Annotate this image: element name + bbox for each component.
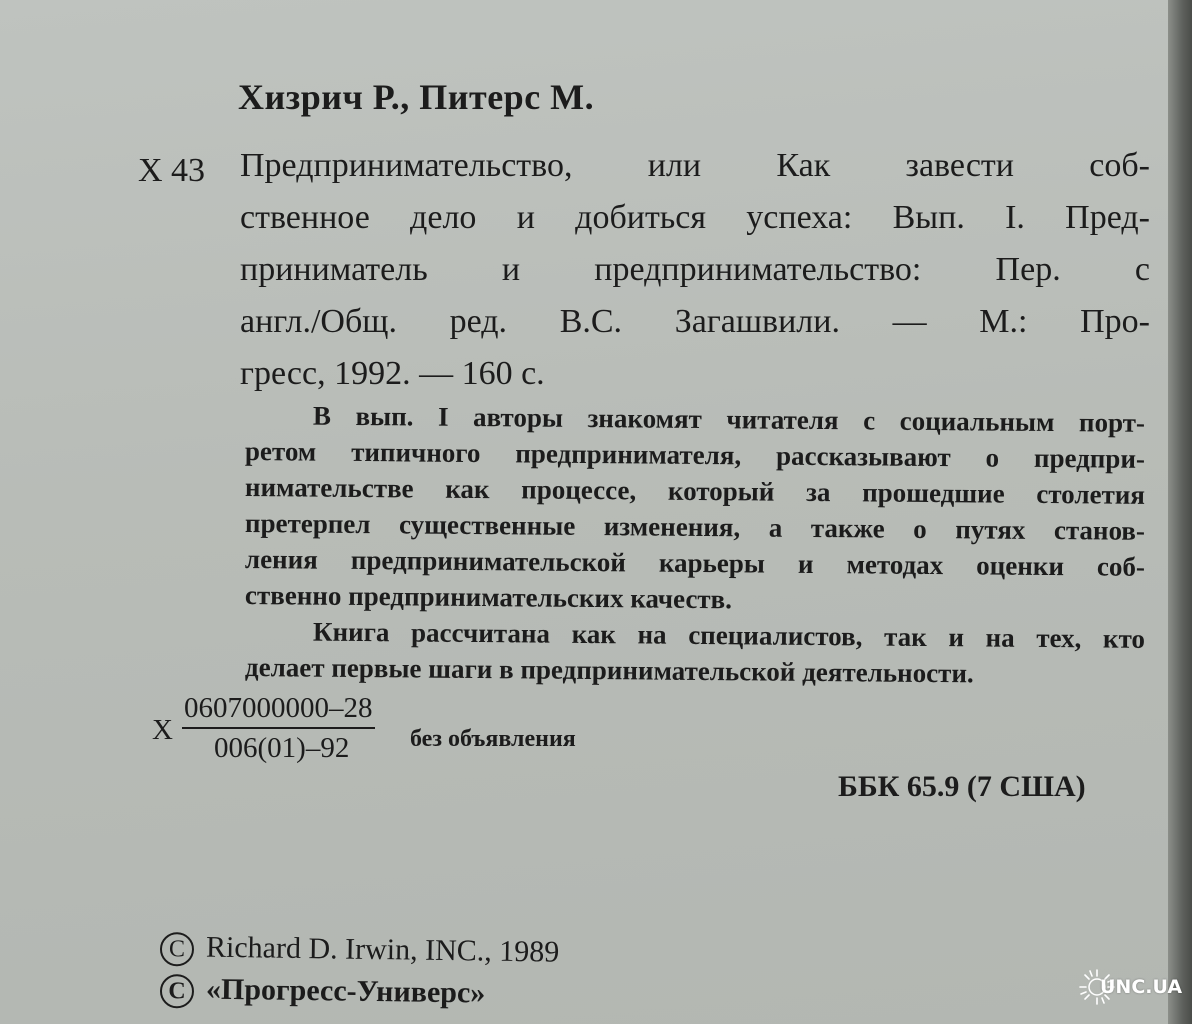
annotation-line: делает первые шаги в предпринимательской деятельности. xyxy=(244,652,974,689)
annotation-line: ственно предпринимательских качеств. xyxy=(244,580,733,615)
index-code-prefix: Х xyxy=(152,714,173,746)
bibliographic-line: приниматель и предпринимательство: Пер. с xyxy=(240,251,1150,288)
annotation-line: ретом типичного предпринимателя, рассказывают о предпри- xyxy=(244,436,1146,474)
annotation-line: претерпел существенные изменения, а также о путях станов- xyxy=(244,508,1146,546)
annotation-line: нимательстве как процессе, который за прошедшие столетия xyxy=(244,472,1146,510)
copyright-line-1 xyxy=(160,930,560,972)
index-code-note: без объявления xyxy=(410,726,576,752)
copyright-holder: Richard D. Irwin, INC., 1989 xyxy=(205,930,560,969)
index-code-denominator: 006(01)–92 xyxy=(214,732,350,764)
annotation-line: В вып. I авторы знакомят читателя с социальным порт- xyxy=(312,400,1146,438)
bibliographic-line: англ./Общ. ред. В.С. Загашвили. — М.: Про- xyxy=(240,303,1150,340)
authors: Хизрич Р., Питерс М. xyxy=(238,77,595,117)
catalog-code: Х 43 xyxy=(138,152,206,189)
bbk-code: ББК 65.9 (7 США) xyxy=(838,770,1086,803)
annotation-line: ления предпринимательской карьеры и методах оценки соб- xyxy=(244,544,1146,582)
watermark-text: UNC.UA xyxy=(1100,976,1183,998)
copyright-icon: C xyxy=(160,932,194,966)
bibliographic-line: ственное дело и добиться успеха: Вып. I. Пред- xyxy=(240,199,1150,236)
bibliographic-record xyxy=(240,140,1150,400)
book-spine-edge xyxy=(1168,0,1192,1024)
index-code-numerator: 0607000000–28 xyxy=(182,692,375,729)
bibliographic-line: Предпринимательство, или Как завести соб- xyxy=(240,147,1150,184)
annotation xyxy=(244,397,1146,689)
annotation-line: Книга рассчитана как на специалистов, так и на тех, кто xyxy=(312,616,1146,654)
copyright-line-2 xyxy=(160,972,486,1013)
copyright-icon: C xyxy=(160,974,194,1008)
copyright-holder: «Прогресс-Универс» xyxy=(205,972,486,1010)
bibliographic-line: гресс, 1992. — 160 с. xyxy=(240,355,545,392)
